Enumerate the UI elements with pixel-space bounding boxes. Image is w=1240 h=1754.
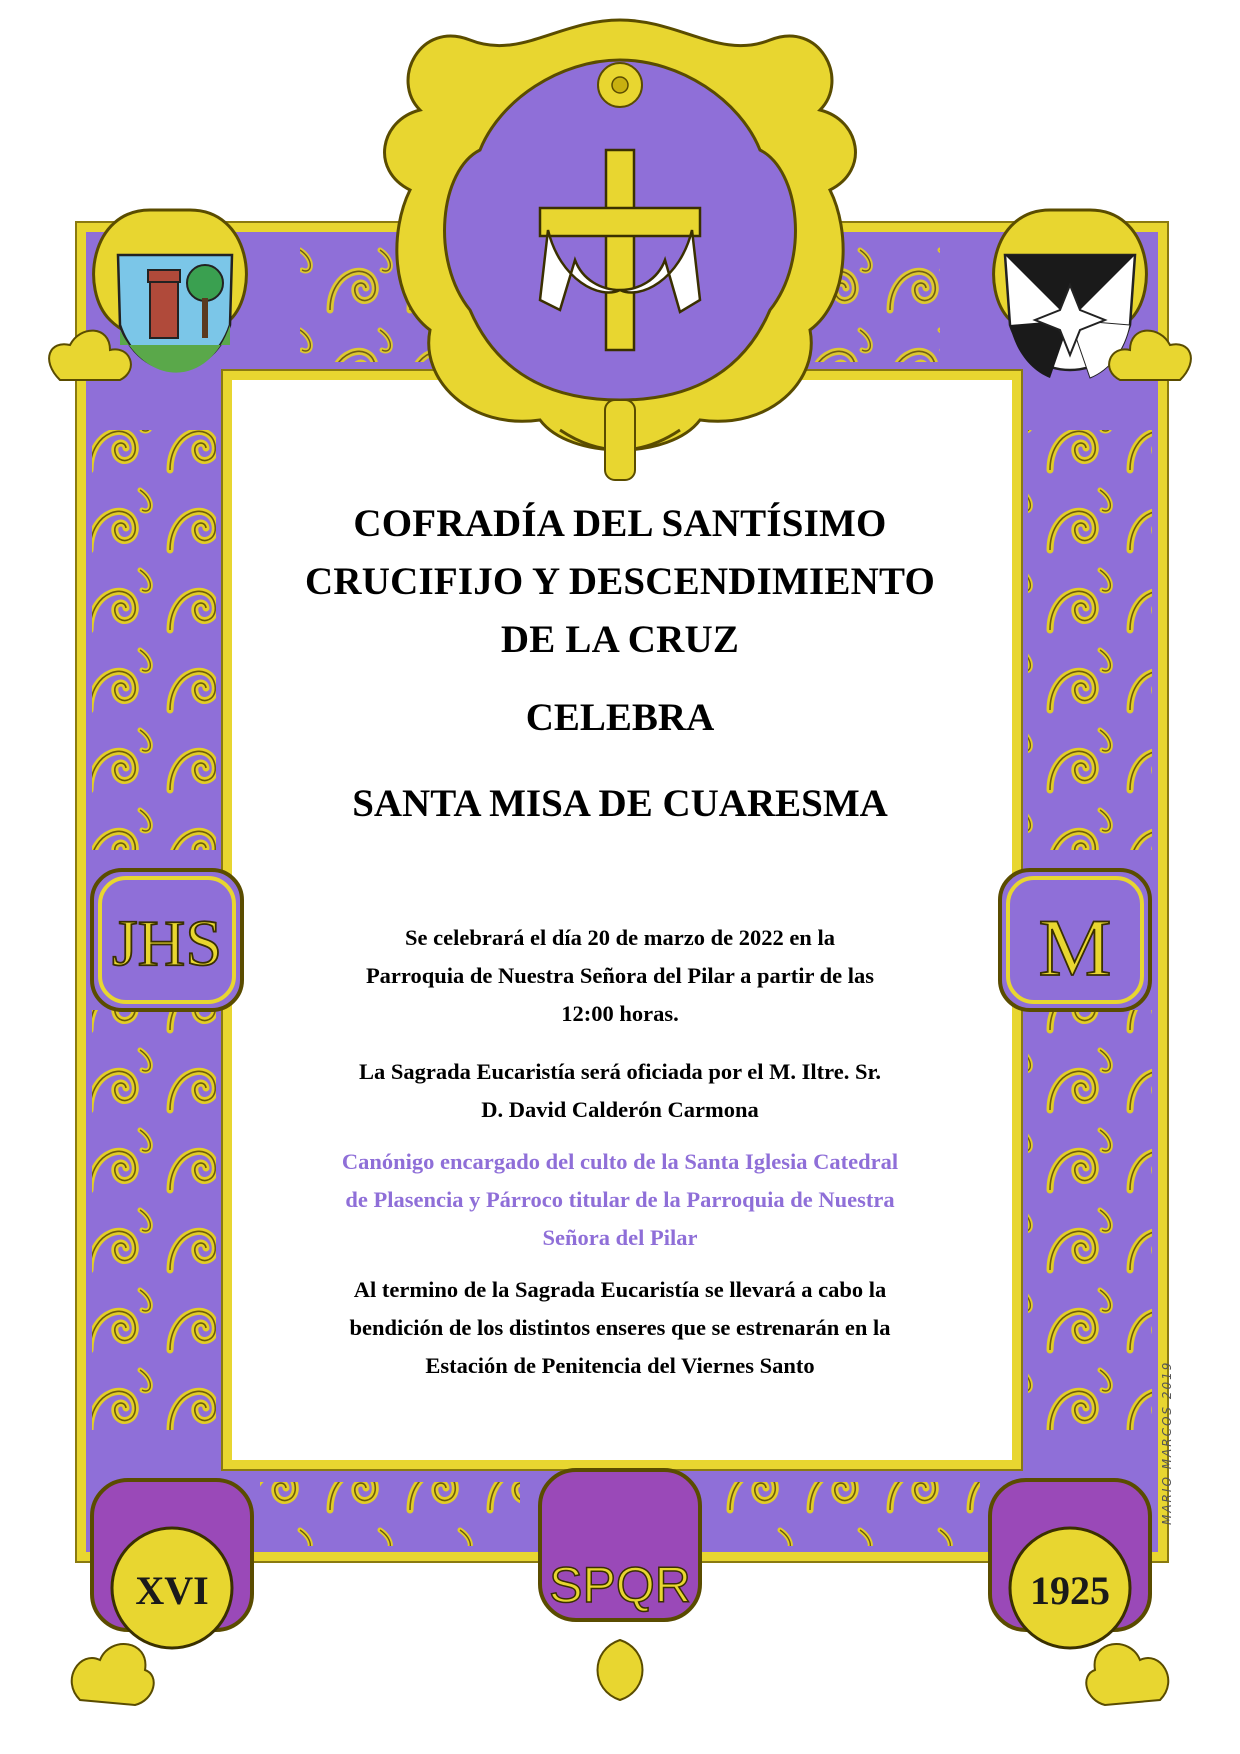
celebrant-paragraph xyxy=(260,1053,980,1129)
medallion-xvi: XVI xyxy=(135,1568,209,1613)
canon-line-2: de Plasencia y Párroco titular de la Parroquia de Nuestra xyxy=(345,1187,895,1212)
date-line-3: 12:00 horas. xyxy=(561,1001,679,1026)
artist-signature: MARIO MARCOS 2019 xyxy=(1160,1360,1174,1525)
blessing-line-3: Estación de Penitencia del Viernes Santo xyxy=(425,1353,815,1378)
celebra-heading: CELEBRA xyxy=(525,696,715,739)
fleur-de-lis-icon xyxy=(72,1644,154,1705)
announcement-text xyxy=(260,495,980,1378)
marian-monogram-icon xyxy=(1000,870,1150,1010)
medallion-spqr: SPQR xyxy=(549,1557,691,1613)
bottom-left-medallion xyxy=(92,1480,252,1648)
event-heading: SANTA MISA DE CUARESMA xyxy=(352,782,888,825)
svg-text:M: M xyxy=(1038,902,1112,993)
date-line-2: Parroquia de Nuestra Señora del Pilar a partir de las xyxy=(365,963,875,988)
date-paragraph xyxy=(260,919,980,1033)
medallion-1925: 1925 xyxy=(1030,1568,1110,1613)
canon-paragraph xyxy=(260,1143,980,1257)
blessing-paragraph xyxy=(260,1271,980,1385)
fleur-de-lis-icon xyxy=(598,1640,643,1700)
celebrant-line-1: La Sagrada Eucaristía será oficiada por el M. Iltre. Sr. xyxy=(358,1059,882,1084)
fleur-de-lis-icon xyxy=(1086,1644,1168,1705)
title-line-2: CRUCIFIJO Y DESCENDIMIENTO xyxy=(305,560,935,603)
page-title xyxy=(260,495,980,669)
jhs-monogram-icon xyxy=(92,870,242,1010)
blessing-line-1: Al termino de la Sagrada Eucaristía se llevará a cabo la xyxy=(353,1277,887,1302)
canon-line-1: Canónigo encargado del culto de la Santa Iglesia Catedral xyxy=(341,1149,899,1174)
svg-text:JHS: JHS xyxy=(111,907,223,980)
date-line-1: Se celebrará el día 20 de marzo de 2022 en la xyxy=(405,925,835,950)
title-line-3: DE LA CRUZ xyxy=(500,618,740,661)
canon-line-3: Señora del Pilar xyxy=(542,1225,698,1250)
celebrant-line-2: D. David Calderón Carmona xyxy=(481,1097,759,1122)
blessing-line-2: bendición de los distintos enseres que se estrenarán en la xyxy=(349,1315,891,1340)
title-line-1: COFRADÍA DEL SANTÍSIMO xyxy=(353,502,887,545)
bottom-right-medallion xyxy=(990,1480,1150,1648)
